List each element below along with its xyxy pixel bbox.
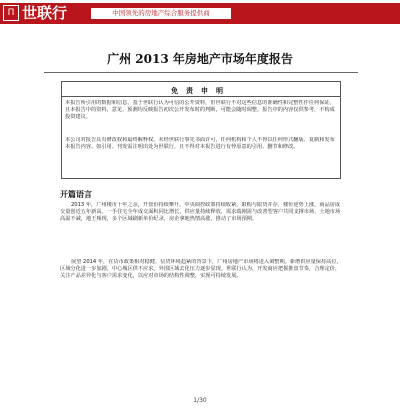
disclaimer-divider	[62, 96, 340, 97]
disclaimer-box	[61, 81, 341, 179]
title-divider	[44, 72, 358, 73]
body-paragraph: 展望 2014 年，在货币政策相对稳健、信贷环境趋紧的背景下，广州房地产市场将进入调整期。新增供应量保持高位，区域分化进一步加剧，中心城区供不应求，外围区域去化压力逐步显现。世联行认为，开发商应把握推盘节奏，合理定价，关注产品差异化与客户需求变化，以应对市场的结构性调整，实现可持续发展。	[60, 259, 342, 279]
body-paragraph: 2013 年，广州楼市十年之余，开盘价持续攀升。中央调控政策持续收紧，限购与限贷并存，楼价逆势上涨，商品房成交量创近五年新高。一手住宅全年成交面积同比增长，供应量持续释放，需求端刚需与改善型客户共同支撑市场，土地市场高温不减，地王频现，多个区域刷新单价纪录，房企拿地热情高涨，推动了市场预期。	[60, 202, 341, 222]
header-brand-bar	[0, 3, 400, 24]
report-title: 广州 2013 年房地产市场年度报告	[107, 52, 293, 66]
disclaimer-paragraph: 本报告所引用的数据和信息，基于世联行认为可信的公开资料，但世联行不对这些信息的准确性和完整性作任何保证，且本报告中的资料、意见、预测均反映报告初次公开发布时的判断，可能会随时调整。报告中的内容仅供参考，不构成投资建议。	[65, 100, 335, 120]
page-number: 1/30	[193, 397, 207, 404]
disclaimer-heading: 免责申明	[171, 87, 231, 95]
company-name: 世联行	[22, 4, 68, 22]
company-logo-icon: П	[3, 5, 19, 21]
disclaimer-paragraph: 本公司对报告具有修改权和最终解释权。未经世联行事先书面许可，任何机构和个人不得以任何形式翻版、复制和发布本报告内容。如引用、刊发需注明出处为世联行，且不得对本报告进行有悖原意的引用、删节和修改。	[65, 137, 335, 150]
company-tagline: 中国领先的房地产综合服务提供商	[91, 8, 231, 19]
section-title: 开篇语言	[60, 190, 92, 199]
